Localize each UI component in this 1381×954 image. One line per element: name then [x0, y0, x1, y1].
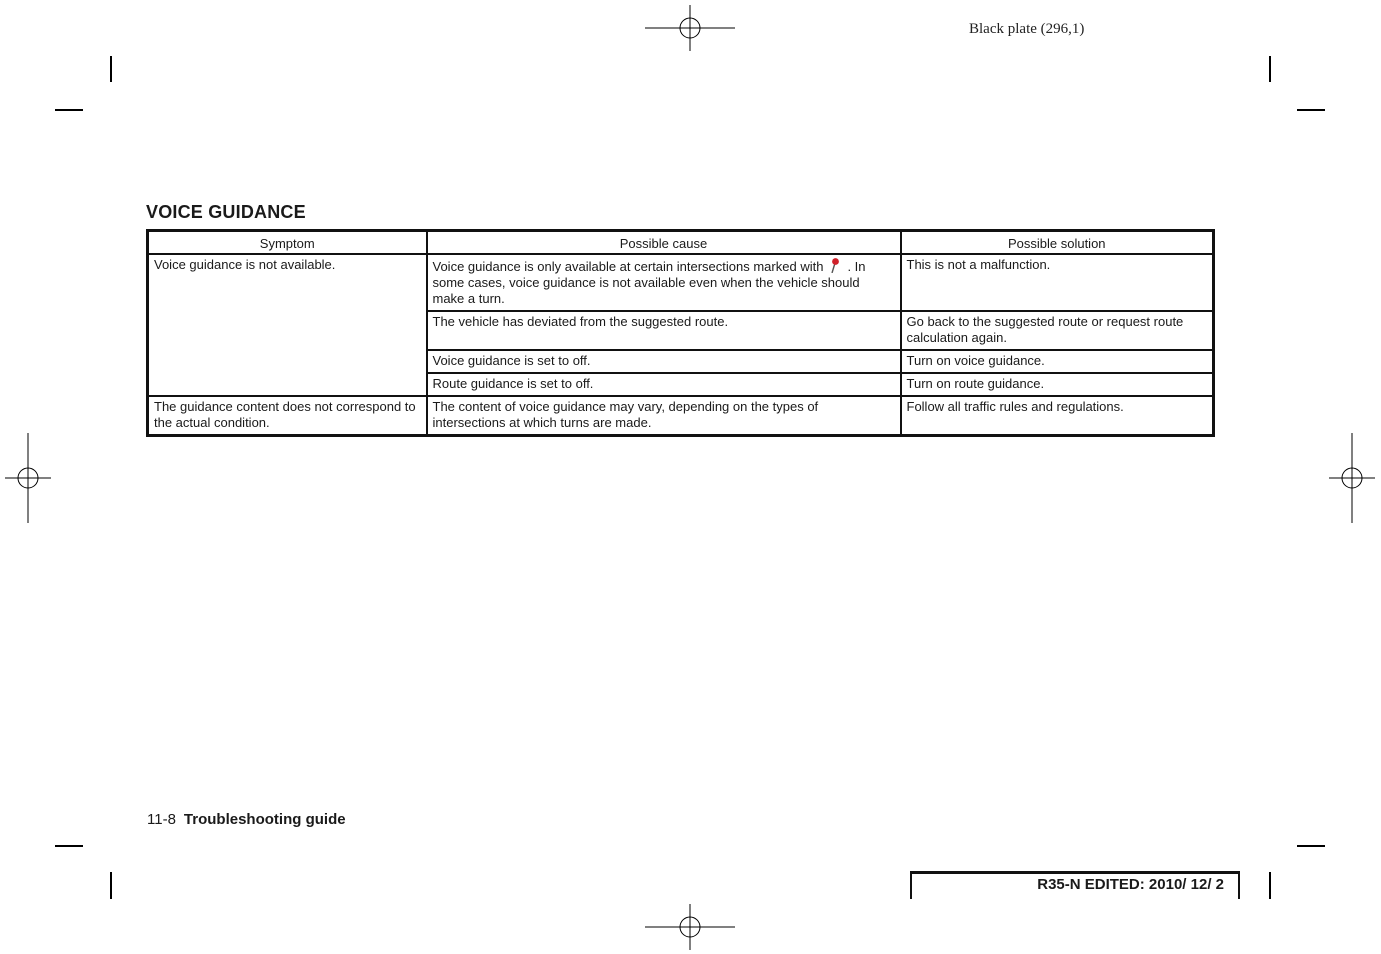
crop-mark — [1297, 845, 1325, 847]
crop-mark — [55, 109, 83, 111]
cause-text: Voice guidance is only available at certain intersections marked with — [432, 259, 824, 274]
registration-mark-bottom — [645, 904, 735, 950]
cause-cell — [427, 254, 901, 311]
solution-cell: Turn on voice guidance. — [901, 350, 1214, 373]
table-row — [148, 254, 1214, 311]
plate-label: Black plate (296,1) — [969, 21, 1085, 37]
section-title: VOICE GUIDANCE — [146, 202, 306, 222]
edited-stamp — [910, 871, 1240, 899]
solution-cell: Go back to the suggested route or request route calculation again. — [901, 311, 1214, 350]
crop-mark — [110, 872, 112, 899]
table-row — [148, 396, 1214, 436]
page-number: 11-8 — [147, 811, 176, 828]
cause-cell: The vehicle has deviated from the suggested route. — [427, 311, 901, 350]
edited-label: R35-N EDITED: 2010/ 12/ 2 — [1037, 876, 1224, 893]
troubleshooting-table — [146, 229, 1215, 437]
solution-cell: This is not a malfunction. — [901, 254, 1214, 311]
page-footer — [147, 811, 346, 828]
cause-cell: Voice guidance is set to off. — [427, 350, 901, 373]
header-symptom: Symptom — [148, 231, 427, 255]
crop-mark — [55, 845, 83, 847]
crop-mark — [1269, 872, 1271, 899]
header-solution: Possible solution — [901, 231, 1214, 255]
map-pin-icon — [823, 257, 847, 271]
cause-cell: The content of voice guidance may vary, depending on the types of intersections at which turns are made. — [427, 396, 901, 436]
cause-cell: Route guidance is set to off. — [427, 373, 901, 396]
crop-mark — [1297, 109, 1325, 111]
cause-text: . In some cases, voice guidance is not available even when the vehicle should make a turn. — [432, 259, 866, 306]
registration-mark-left — [5, 433, 51, 523]
table-header-row — [148, 231, 1214, 255]
crop-mark — [110, 56, 112, 82]
registration-mark-right — [1329, 433, 1375, 523]
header-cause: Possible cause — [427, 231, 901, 255]
solution-cell: Follow all traffic rules and regulations. — [901, 396, 1214, 436]
chapter-title: Troubleshooting guide — [183, 811, 346, 828]
registration-mark-top — [645, 5, 735, 51]
symptom-cell: The guidance content does not correspond to the actual condition. — [148, 396, 427, 436]
symptom-cell: Voice guidance is not available. — [148, 254, 427, 396]
solution-cell: Turn on route guidance. — [901, 373, 1214, 396]
crop-mark — [1269, 56, 1271, 82]
